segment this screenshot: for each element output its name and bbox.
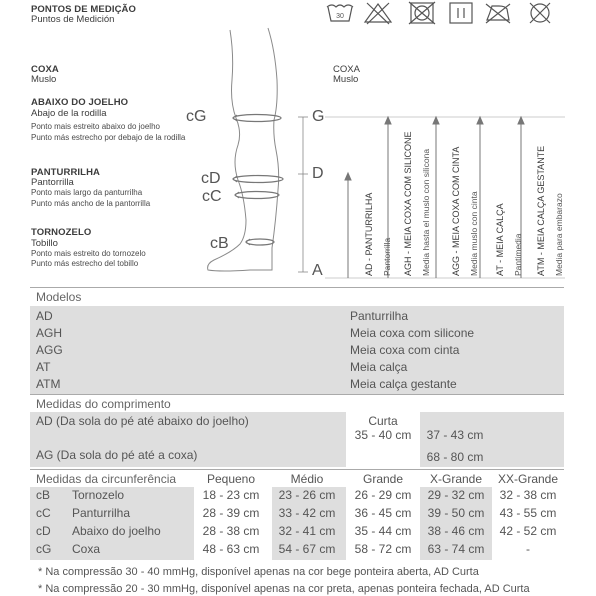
care-icons <box>325 1 565 27</box>
no-tumble-dry-icon <box>407 1 437 25</box>
measure-cc: cC <box>202 188 222 205</box>
length-row-ag: AG (Da sola do pé até a coxa) <box>36 448 198 462</box>
col-medio: Médio <box>290 472 324 486</box>
table-row: ATM Meia calça gestante <box>36 377 457 391</box>
vertical-agg: AGG - MEIA COXA COM CINTA Media muslo con cinta <box>451 146 479 276</box>
circ-code: cC <box>36 506 51 520</box>
circ-cell: 32 - 41 cm <box>278 524 336 538</box>
models-header: Modelos <box>30 287 564 305</box>
label-panturrilha-desc-pt: Ponto mais largo da panturrilha <box>31 188 143 197</box>
length-header: Medidas do comprimento <box>30 394 564 412</box>
circ-name: Abaixo do joelho <box>72 524 161 538</box>
col-pequeno: Pequeno <box>206 472 256 486</box>
label-joelho: ABAIXO DO JOELHO <box>31 97 129 108</box>
circ-cell: 26 - 29 cm <box>354 488 412 502</box>
footnote-1: * Na compressão 30 - 40 mmHg, disponível apenas na cor bege ponteira aberta, AD Curta <box>38 566 479 578</box>
measure-a: A <box>312 262 323 279</box>
circ-cell: 35 - 44 cm <box>354 524 412 538</box>
col-xxgrande: XX-Grande <box>497 472 559 486</box>
vertical-ad: AD - PANTURRILHA Pantorrilla <box>364 192 392 276</box>
circ-code: cD <box>36 524 51 538</box>
footnote-2: * Na compressão 20 - 30 mmHg, disponível apenas na cor preta, apenas ponteira fechada, AD Curta <box>38 583 530 595</box>
no-bleach-icon <box>363 1 393 25</box>
table-row: AGG Meia coxa com cinta <box>36 343 460 357</box>
label-joelho-desc-pt: Ponto mais estreito abaixo do joelho <box>31 122 160 131</box>
label-tornozelo-desc-pt: Ponto mais estreito do tornozelo <box>31 249 146 258</box>
length-curta-value: 35 - 40 cm <box>354 428 412 442</box>
measure-d: D <box>312 165 324 182</box>
measure-cg: cG <box>186 108 207 125</box>
leg-diagram <box>180 20 340 282</box>
col-xgrande: X-Grande <box>429 472 483 486</box>
circ-cell: 43 - 55 cm <box>499 506 557 520</box>
right-label-coxa: COXA <box>333 64 360 75</box>
circ-cell: 28 - 38 cm <box>202 524 260 538</box>
measure-g: G <box>312 108 325 125</box>
vertical-atm: ATM - MEIA CALÇA GESTANTE Media para embarazo <box>536 145 564 276</box>
svg-text:30: 30 <box>336 13 344 20</box>
label-joelho-es: Abajo de la rodilla <box>31 108 107 119</box>
measure-cb: cB <box>210 235 229 252</box>
circ-name: Panturrilha <box>72 506 131 520</box>
label-joelho-desc-es: Punto más estrecho por debajo de la rodilla <box>31 133 186 142</box>
circ-cell: 63 - 74 cm <box>427 542 485 556</box>
circ-cell: 23 - 26 cm <box>278 488 336 502</box>
circ-cell: 48 - 63 cm <box>202 542 260 556</box>
circ-header: Medidas da circunferência <box>30 469 564 487</box>
circ-cell: 33 - 42 cm <box>278 506 336 520</box>
length-curta-label: Curta <box>368 414 398 428</box>
circ-cell: 39 - 50 cm <box>427 506 485 520</box>
length-row-ad: AD (Da sola do pé até abaixo do joelho) <box>36 414 249 428</box>
circ-name: Tornozelo <box>72 488 125 502</box>
circ-cell: 42 - 52 cm <box>499 524 557 538</box>
no-iron-icon <box>483 1 513 25</box>
title-pt: PONTOS DE MEDIÇÃO <box>31 4 136 15</box>
label-panturrilha: PANTURRILHA <box>31 167 101 178</box>
table-row: AT Meia calça <box>36 360 408 374</box>
table-row: AGH Meia coxa com silicone <box>36 326 475 340</box>
label-tornozelo-es: Tobillo <box>31 238 58 249</box>
label-panturrilha-desc-es: Punto más ancho de la pantorrilla <box>31 199 151 208</box>
measure-cd: cD <box>201 170 221 187</box>
label-tornozelo-desc-es: Punto más estrecho del tobillo <box>31 259 139 268</box>
circ-name: Coxa <box>72 542 101 556</box>
vertical-at: AT - MEIA CALÇA Pantimedia <box>495 203 523 276</box>
right-label-coxa-es: Muslo <box>333 74 359 85</box>
vertical-agh: AGH - MEIA COXA COM SILICONE Media hasta el muslo con silicona <box>403 131 431 276</box>
label-panturrilha-es: Pantorrilla <box>31 177 74 188</box>
label-tornozelo: TORNOZELO <box>31 227 92 238</box>
circ-cell: 38 - 46 cm <box>427 524 485 538</box>
length-ag-long: 68 - 80 cm <box>426 450 484 464</box>
label-coxa-es: Muslo <box>31 74 57 85</box>
circ-cell: 58 - 72 cm <box>354 542 412 556</box>
no-dry-clean-icon <box>525 1 555 25</box>
circ-cell: 28 - 39 cm <box>202 506 260 520</box>
circ-cell: 32 - 38 cm <box>499 488 557 502</box>
label-coxa: COXA <box>31 64 59 75</box>
title-es: Puntos de Medición <box>31 14 115 25</box>
circ-cell: 18 - 23 cm <box>202 488 260 502</box>
length-ad-long: 37 - 43 cm <box>426 428 484 442</box>
col-grande: Grande <box>362 472 404 486</box>
table-row: AD Panturrilha <box>36 309 409 323</box>
dry-flat-icon <box>446 1 476 25</box>
circ-code: cG <box>36 542 52 556</box>
circ-cell: 54 - 67 cm <box>278 542 336 556</box>
circ-code: cB <box>36 488 51 502</box>
circ-cell: 29 - 32 cm <box>427 488 485 502</box>
circ-cell: 36 - 45 cm <box>354 506 412 520</box>
circ-cell: - <box>526 542 530 556</box>
